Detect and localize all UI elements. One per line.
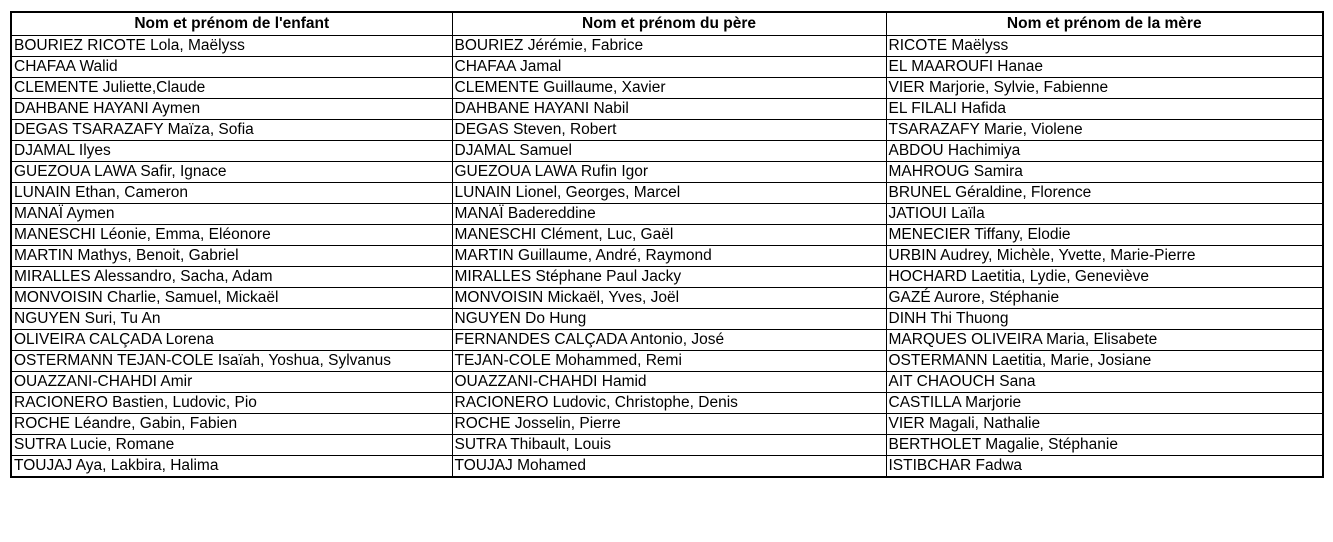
- table-row: [11, 36, 1323, 57]
- cell-mother-name: MAHROUG Samira: [886, 162, 1323, 183]
- cell-child-name: MANESCHI Léonie, Emma, Eléonore: [11, 225, 452, 246]
- cell-mother-name: VIER Magali, Nathalie: [886, 414, 1323, 435]
- cell-child-name: MIRALLES Alessandro, Sacha, Adam: [11, 267, 452, 288]
- cell-father-name: DEGAS Steven, Robert: [452, 120, 886, 141]
- cell-mother-name: URBIN Audrey, Michèle, Yvette, Marie-Pierre: [886, 246, 1323, 267]
- table-row: [11, 57, 1323, 78]
- cell-child-name: SUTRA Lucie, Romane: [11, 435, 452, 456]
- cell-father-name: SUTRA Thibault, Louis: [452, 435, 886, 456]
- table-row: [11, 183, 1323, 204]
- cell-father-name: BOURIEZ Jérémie, Fabrice: [452, 36, 886, 57]
- cell-child-name: TOUJAJ Aya, Lakbira, Halima: [11, 456, 452, 478]
- cell-mother-name: JATIOUI Laïla: [886, 204, 1323, 225]
- cell-father-name: MANESCHI Clément, Luc, Gaël: [452, 225, 886, 246]
- cell-child-name: MANAÏ Aymen: [11, 204, 452, 225]
- cell-mother-name: TSARAZAFY Marie, Violene: [886, 120, 1323, 141]
- cell-father-name: FERNANDES CALÇADA Antonio, José: [452, 330, 886, 351]
- table-row: [11, 267, 1323, 288]
- cell-child-name: BOURIEZ RICOTE Lola, Maëlyss: [11, 36, 452, 57]
- table-row: [11, 372, 1323, 393]
- cell-father-name: ROCHE Josselin, Pierre: [452, 414, 886, 435]
- cell-mother-name: AIT CHAOUCH Sana: [886, 372, 1323, 393]
- cell-mother-name: MENECIER Tiffany, Elodie: [886, 225, 1323, 246]
- cell-father-name: TOUJAJ Mohamed: [452, 456, 886, 478]
- table-row: [11, 393, 1323, 414]
- table-body: [11, 36, 1323, 478]
- table-header: [11, 12, 1323, 36]
- table-row: [11, 162, 1323, 183]
- cell-father-name: NGUYEN Do Hung: [452, 309, 886, 330]
- cell-child-name: OUAZZANI-CHAHDI Amir: [11, 372, 452, 393]
- cell-mother-name: MARQUES OLIVEIRA Maria, Elisabete: [886, 330, 1323, 351]
- cell-child-name: NGUYEN Suri, Tu An: [11, 309, 452, 330]
- cell-child-name: OSTERMANN TEJAN-COLE Isaïah, Yoshua, Sylvanus: [11, 351, 452, 372]
- table-row: [11, 225, 1323, 246]
- table-row: [11, 204, 1323, 225]
- cell-mother-name: BERTHOLET Magalie, Stéphanie: [886, 435, 1323, 456]
- cell-father-name: TEJAN-COLE Mohammed, Remi: [452, 351, 886, 372]
- cell-mother-name: VIER Marjorie, Sylvie, Fabienne: [886, 78, 1323, 99]
- cell-child-name: MONVOISIN Charlie, Samuel, Mickaël: [11, 288, 452, 309]
- header-child-name: Nom et prénom de l'enfant: [11, 12, 452, 36]
- cell-father-name: CLEMENTE Guillaume, Xavier: [452, 78, 886, 99]
- table-row: [11, 141, 1323, 162]
- table-row: [11, 246, 1323, 267]
- cell-child-name: OLIVEIRA CALÇADA Lorena: [11, 330, 452, 351]
- cell-child-name: MARTIN Mathys, Benoit, Gabriel: [11, 246, 452, 267]
- civil-registry-table: [10, 11, 1324, 478]
- table-row: [11, 78, 1323, 99]
- cell-father-name: MARTIN Guillaume, André, Raymond: [452, 246, 886, 267]
- cell-child-name: DAHBANE HAYANI Aymen: [11, 99, 452, 120]
- table-row: [11, 99, 1323, 120]
- header-mother-name: Nom et prénom de la mère: [886, 12, 1323, 36]
- cell-mother-name: DINH Thi Thuong: [886, 309, 1323, 330]
- table-row: [11, 351, 1323, 372]
- cell-mother-name: CASTILLA Marjorie: [886, 393, 1323, 414]
- cell-child-name: LUNAIN Ethan, Cameron: [11, 183, 452, 204]
- table-row: [11, 309, 1323, 330]
- table-row: [11, 456, 1323, 478]
- cell-father-name: MONVOISIN Mickaël, Yves, Joël: [452, 288, 886, 309]
- cell-mother-name: OSTERMANN Laetitia, Marie, Josiane: [886, 351, 1323, 372]
- cell-mother-name: GAZÉ Aurore, Stéphanie: [886, 288, 1323, 309]
- header-row: [11, 12, 1323, 36]
- header-father-name: Nom et prénom du père: [452, 12, 886, 36]
- cell-child-name: ROCHE Léandre, Gabin, Fabien: [11, 414, 452, 435]
- cell-father-name: OUAZZANI-CHAHDI Hamid: [452, 372, 886, 393]
- cell-father-name: GUEZOUA LAWA Rufin Igor: [452, 162, 886, 183]
- table-row: [11, 120, 1323, 141]
- cell-mother-name: BRUNEL Géraldine, Florence: [886, 183, 1323, 204]
- cell-father-name: DAHBANE HAYANI Nabil: [452, 99, 886, 120]
- cell-child-name: CLEMENTE Juliette,Claude: [11, 78, 452, 99]
- table-row: [11, 414, 1323, 435]
- table-row: [11, 288, 1323, 309]
- cell-child-name: RACIONERO Bastien, Ludovic, Pio: [11, 393, 452, 414]
- cell-mother-name: HOCHARD Laetitia, Lydie, Geneviève: [886, 267, 1323, 288]
- cell-mother-name: EL FILALI Hafida: [886, 99, 1323, 120]
- cell-child-name: DEGAS TSARAZAFY Maïza, Sofia: [11, 120, 452, 141]
- table-row: [11, 435, 1323, 456]
- cell-child-name: GUEZOUA LAWA Safir, Ignace: [11, 162, 452, 183]
- cell-father-name: MIRALLES Stéphane Paul Jacky: [452, 267, 886, 288]
- cell-child-name: CHAFAA Walid: [11, 57, 452, 78]
- cell-mother-name: RICOTE Maëlyss: [886, 36, 1323, 57]
- cell-father-name: MANAÏ Badereddine: [452, 204, 886, 225]
- cell-father-name: CHAFAA Jamal: [452, 57, 886, 78]
- cell-child-name: DJAMAL Ilyes: [11, 141, 452, 162]
- cell-mother-name: ABDOU Hachimiya: [886, 141, 1323, 162]
- cell-father-name: DJAMAL Samuel: [452, 141, 886, 162]
- table-row: [11, 330, 1323, 351]
- cell-mother-name: EL MAAROUFI Hanae: [886, 57, 1323, 78]
- cell-father-name: RACIONERO Ludovic, Christophe, Denis: [452, 393, 886, 414]
- cell-father-name: LUNAIN Lionel, Georges, Marcel: [452, 183, 886, 204]
- cell-mother-name: ISTIBCHAR Fadwa: [886, 456, 1323, 478]
